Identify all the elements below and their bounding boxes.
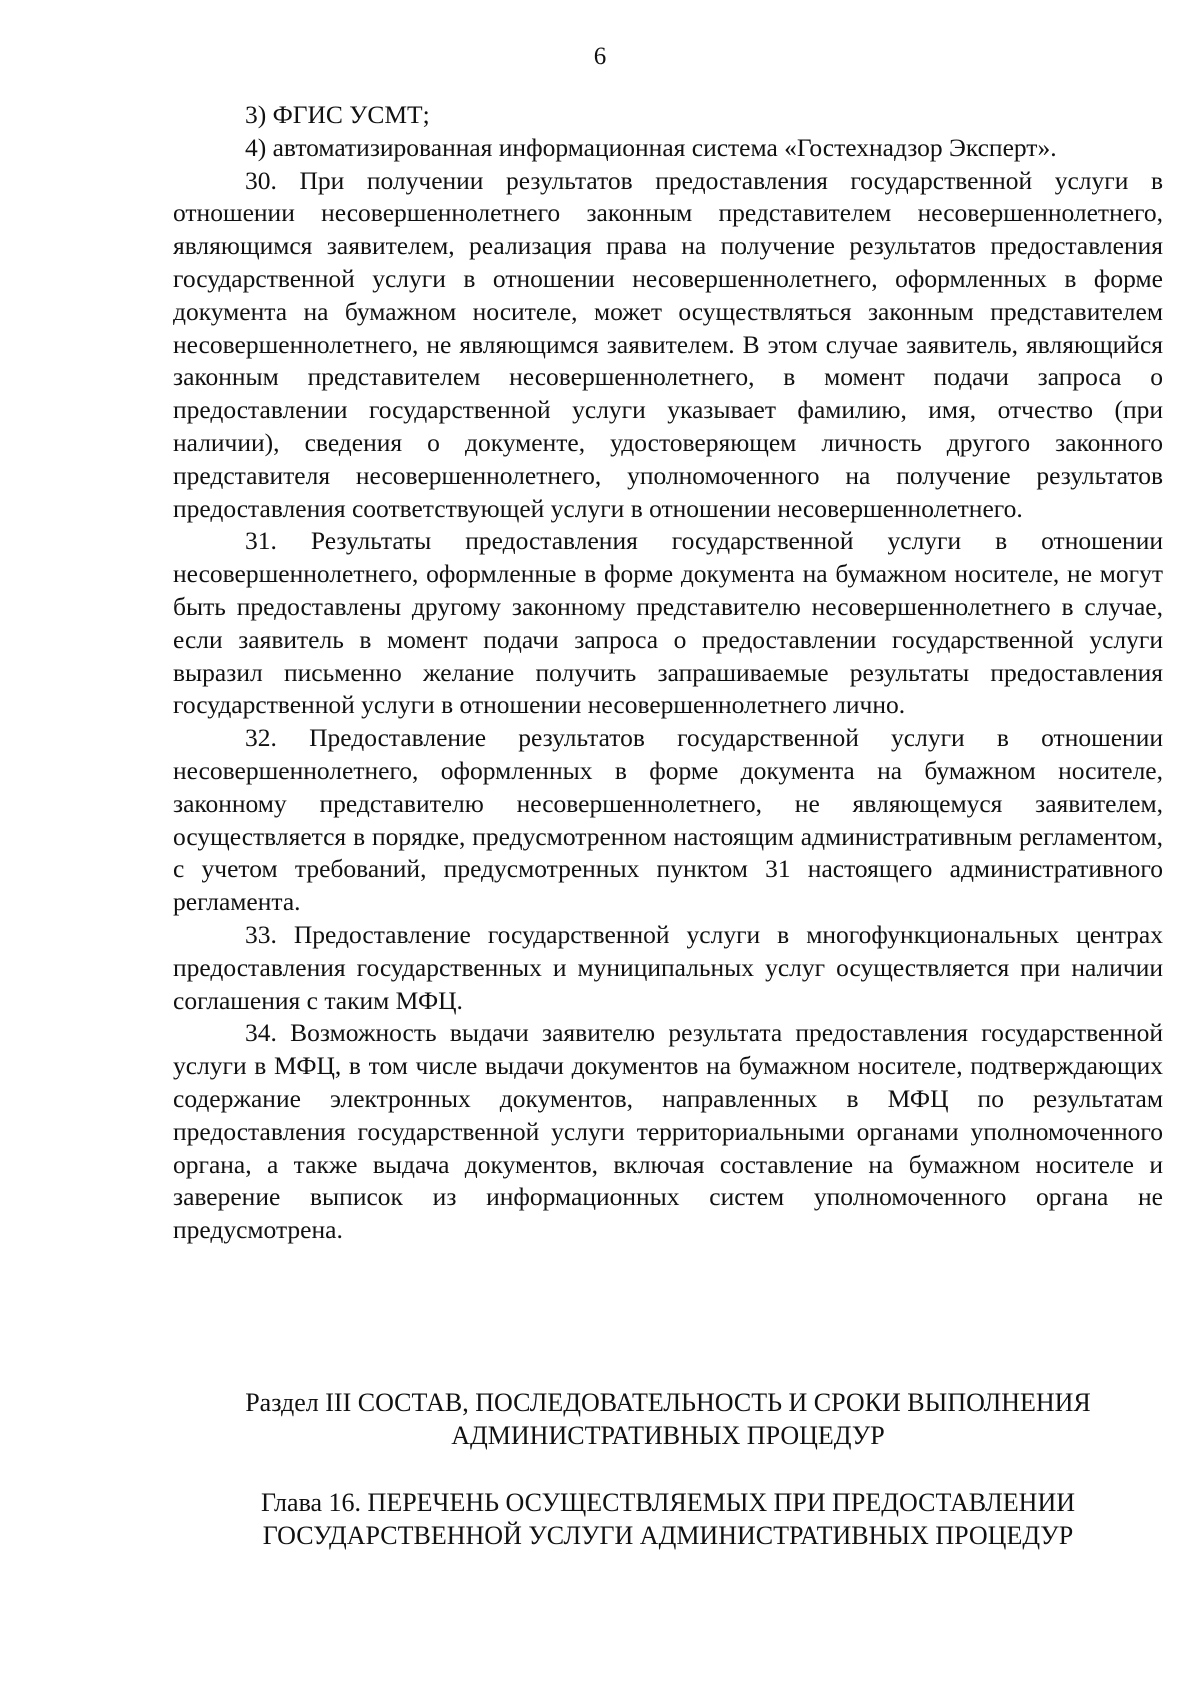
section-heading-line2: АДМИНИСТРАТИВНЫХ ПРОЦЕДУР	[451, 1421, 885, 1450]
list-item-fgis: 3) ФГИС УСМТ;	[245, 100, 430, 129]
section-heading	[173, 1386, 1163, 1452]
section-heading-line1: Раздел III СОСТАВ, ПОСЛЕДОВАТЕЛЬНОСТЬ И СРОКИ ВЫПОЛНЕНИЯ	[245, 1388, 1091, 1417]
chapter-heading-line1: Глава 16. ПЕРЕЧЕНЬ ОСУЩЕСТВЛЯЕМЫХ ПРИ ПРЕДОСТАВЛЕНИИ	[260, 1488, 1076, 1517]
page-number: 6	[593, 43, 607, 70]
document-body	[173, 99, 1163, 1247]
paragraph-30: 30. При получении результатов предоставления государственной услуги в отношении несовершеннолетнего законным представителем несовершеннолетнего, являющимся заявителем, реализация права на получение результатов предоставления государственной услуги в отношении несовершеннолетнего, оформленных в форме документа на бумажном носителе, может осуществляться законным представителем несовершеннолетнего, не являющимся заявителем. В этом случае заявитель, являющийся законным представителем несовершеннолетнего, в момент подачи запроса о предоставлении государственной услуги указывает фамилию, имя, отчество (при наличии), сведения о документе, удостоверяющем личность другого законного представителя несовершеннолетнего, уполномоченного на получение результатов предоставления соответствующей услуги в отношении несовершеннолетнего.	[173, 165, 1163, 523]
paragraph-33: 33. Предоставление государственной услуги в многофункциональных центрах предоставления государственных и муниципальных услуг осуществляется при наличии соглашения с таким МФЦ.	[173, 919, 1163, 1015]
paragraph-34: 34. Возможность выдачи заявителю результата предоставления государственной услуги в МФЦ, в том числе выдачи документов на бумажном носителе, подтверждающих содержание электронных документов, направленных в МФЦ по результатам предоставления государственной услуги территориальными органами уполномоченного органа, а также выдача документов, включая составление на бумажном носителе и заверение выписок из информационных систем уполномоченного органа не предусмотрена.	[173, 1018, 1163, 1245]
paragraph-31: 31. Результаты предоставления государственной услуги в отношении несовершеннолетнего, оформленные в форме документа на бумажном носителе, не могут быть предоставлены другому законному представителю несовершеннолетнего в случае, если заявитель в момент подачи запроса о предоставлении государственной услуги выразил письменно желание получить запрашиваемые результаты предоставления государственной услуги в отношении несовершеннолетнего лично.	[173, 526, 1163, 720]
chapter-heading-line2: ГОСУДАРСТВЕННОЙ УСЛУГИ АДМИНИСТРАТИВНЫХ ПРОЦЕДУР	[262, 1521, 1074, 1550]
chapter-heading	[173, 1486, 1163, 1552]
list-item-ais-gostekhnadzor: 4) автоматизированная информационная система «Гостехнадзор Эксперт».	[245, 132, 1057, 162]
paragraph-32: 32. Предоставление результатов государственной услуги в отношении несовершеннолетнего, оформленных в форме документа на бумажном носителе, законному представителю несовершеннолетнего, не являющемуся заявителем, осуществляется в порядке, предусмотренном настоящим административным регламентом, с учетом требований, предусмотренных пунктом 31 настоящего административного регламента.	[173, 723, 1163, 917]
